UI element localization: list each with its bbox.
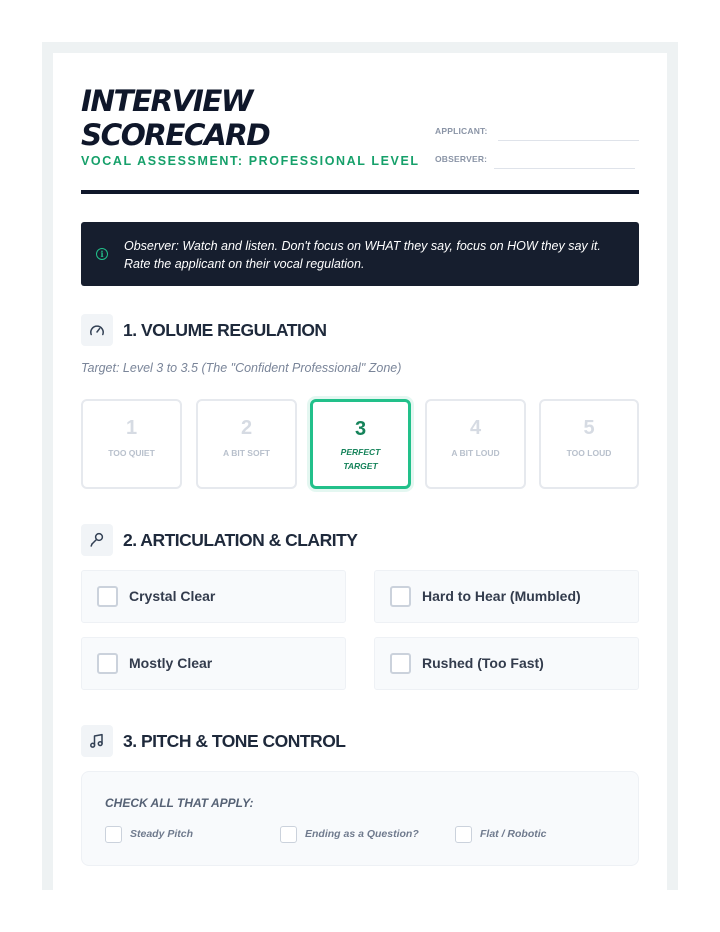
volume-level-label: A BIT SOFT [223, 448, 270, 458]
option-label: Ending as a Question? [305, 828, 419, 840]
checkbox[interactable] [280, 826, 297, 843]
option-label: Steady Pitch [130, 828, 194, 840]
volume-level-1[interactable] [81, 399, 182, 489]
section-title-articulation: 2. ARTICULATION & CLARITY [123, 530, 358, 550]
applicant-label: APPLICANT: [435, 126, 488, 136]
option-label: Hard to Hear (Mumbled) [422, 588, 581, 604]
checkbox[interactable] [455, 826, 472, 843]
articulation-option-hard-to-hear[interactable] [374, 570, 639, 623]
volume-level-5[interactable] [539, 399, 639, 489]
instructions-text: Observer: Watch and listen. Don't focus on WHAT they say, focus on HOW they say it. Rate the applicant on their vocal regulation. [124, 239, 601, 271]
pitch-instruction: CHECK ALL THAT APPLY: [105, 796, 254, 810]
observer-instructions [81, 222, 639, 286]
applicant-field[interactable] [498, 140, 639, 141]
volume-level-label: PERFECT TARGET [340, 447, 381, 471]
volume-level-number: 3 [354, 418, 367, 440]
volume-level-label: TOO LOUD [566, 448, 612, 458]
checkbox[interactable] [97, 653, 118, 674]
info-icon: i [96, 248, 108, 260]
volume-level-label: TOO QUIET [108, 448, 155, 458]
articulation-option-rushed[interactable] [374, 637, 639, 690]
volume-level-number: 5 [583, 417, 595, 439]
option-label: Crystal Clear [129, 588, 216, 604]
volume-level-3[interactable] [310, 399, 411, 489]
checkbox[interactable] [390, 653, 411, 674]
observer-field[interactable] [494, 168, 635, 169]
section-title-volume: 1. VOLUME REGULATION [123, 320, 327, 340]
page-title: INTERVIEW SCORECARD [81, 84, 270, 152]
page-subtitle: VOCAL ASSESSMENT: PROFESSIONAL LEVEL [81, 154, 420, 168]
checkbox[interactable] [105, 826, 122, 843]
volume-target-note: Target: Level 3 to 3.5 (The "Confident Professional" Zone) [81, 361, 402, 375]
option-label: Mostly Clear [129, 655, 213, 671]
observer-label: OBSERVER: [435, 154, 488, 164]
volume-level-4[interactable] [425, 399, 526, 489]
section-title-pitch: 3. PITCH & TONE CONTROL [123, 731, 346, 751]
volume-level-2[interactable] [196, 399, 297, 489]
checkbox[interactable] [390, 586, 411, 607]
volume-level-number: 2 [240, 417, 253, 439]
option-label: Rushed (Too Fast) [422, 655, 544, 671]
articulation-option-mostly-clear[interactable] [81, 637, 346, 690]
volume-level-number: 1 [125, 417, 138, 439]
music-note-icon [81, 725, 113, 757]
microphone-icon [81, 524, 113, 556]
header-divider [81, 190, 639, 194]
gauge-icon [81, 314, 113, 346]
volume-level-number: 4 [469, 417, 482, 439]
articulation-option-crystal-clear[interactable] [81, 570, 346, 623]
volume-level-label: A BIT LOUD [451, 448, 500, 458]
checkbox[interactable] [97, 586, 118, 607]
pitch-options-panel [81, 771, 639, 866]
option-label: Flat / Robotic [480, 828, 547, 840]
